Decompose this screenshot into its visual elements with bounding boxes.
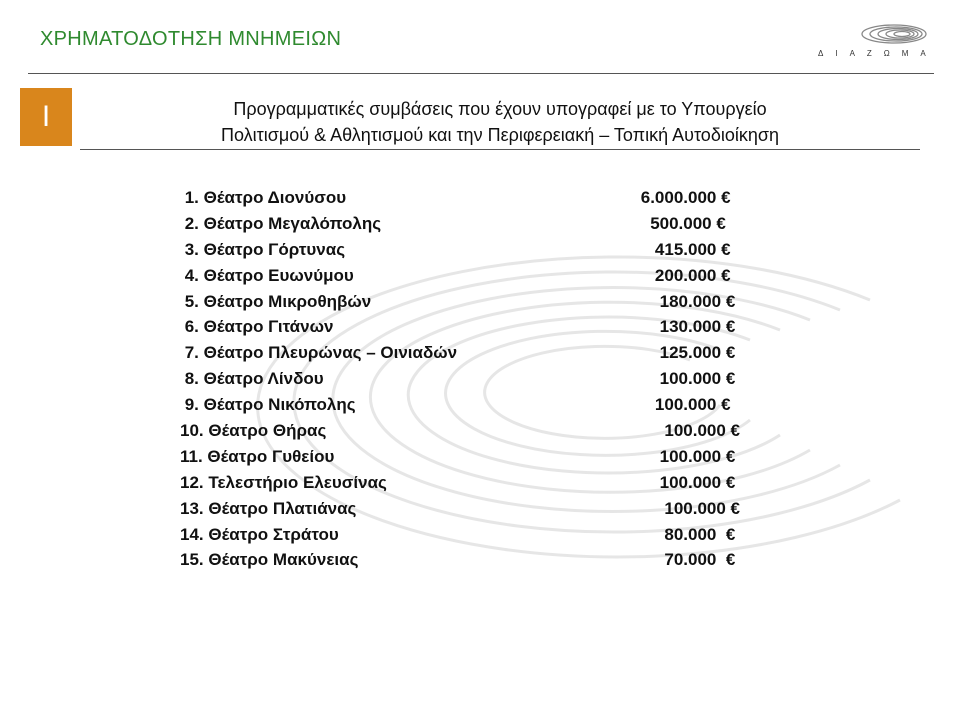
- list-item: [180, 522, 740, 548]
- theatre-name: 9. Θέατρο Νικόπολης: [180, 395, 356, 415]
- section-subtitle: [80, 96, 920, 148]
- theatre-name: 4. Θέατρο Ευωνύμου: [180, 265, 354, 285]
- funding-amount: 100.000 €: [654, 395, 740, 415]
- list-item: [180, 496, 740, 522]
- list-item: [180, 470, 740, 496]
- funding-amount: 415.000 €: [654, 239, 740, 259]
- logo-wordmark: ΔΙΑΖΩΜΑ: [818, 49, 938, 58]
- theatre-funding-list: [180, 185, 740, 573]
- list-item: [180, 366, 740, 392]
- funding-amount: 180.000 €: [659, 291, 740, 311]
- theatre-name: 8. Θέατρο Λίνδου: [180, 369, 324, 389]
- theatre-name: 10. Θέατρο Θήρας: [180, 421, 327, 441]
- theatre-name: 3. Θέατρο Γόρτυνας: [180, 239, 346, 259]
- theatre-name: 15. Θέατρο Μακύνειας: [180, 550, 359, 570]
- list-item: [180, 289, 740, 315]
- theatre-name: 7. Θέατρο Πλευρώνας – Οινιαδών: [180, 343, 458, 363]
- theatre-name: 13. Θέατρο Πλατιάνας: [180, 498, 357, 518]
- list-item: [180, 444, 740, 470]
- header-divider: [28, 73, 934, 74]
- theatre-name: 5. Θέατρο Μικροθηβών: [180, 291, 372, 311]
- list-item: [180, 185, 740, 211]
- funding-amount: 100.000 €: [664, 498, 740, 518]
- funding-amount: 70.000 €: [664, 550, 740, 570]
- funding-amount: 500.000 €: [650, 213, 740, 233]
- subtitle-line-1: Προγραμματικές συμβάσεις που έχουν υπογραφεί με το Υπουργείο: [233, 99, 767, 119]
- theatre-name: 1. Θέατρο Διονύσου: [180, 188, 347, 207]
- funding-amount: 100.000 €: [659, 369, 740, 389]
- funding-amount: 100.000 €: [664, 421, 740, 441]
- funding-amount: 125.000 €: [659, 343, 740, 363]
- funding-amount: 130.000 €: [659, 317, 740, 337]
- funding-amount: 200.000 €: [654, 265, 740, 285]
- theatre-name: 12. Τελεστήριο Ελευσίνας: [180, 472, 387, 492]
- list-item: [180, 340, 740, 366]
- section-badge: I: [20, 88, 72, 146]
- list-item: [180, 418, 740, 444]
- theatre-name: 11. Θέατρο Γυθείου: [180, 446, 335, 466]
- funding-amount: 6.000.000 €: [640, 188, 740, 207]
- page-title: ΧΡΗΜΑΤΟΔΟΤΗΣΗ ΜΝΗΜΕΙΩΝ: [40, 28, 342, 50]
- list-item: [180, 392, 740, 418]
- funding-amount: 100.000 €: [659, 446, 740, 466]
- subtitle-divider: [80, 149, 920, 150]
- theatre-name: 14. Θέατρο Στράτου: [180, 524, 339, 544]
- list-item: [180, 314, 740, 340]
- list-item: [180, 263, 740, 289]
- subtitle-line-2: Πολιτισμού & Αθλητισμού και την Περιφερειακή – Τοπική Αυτοδιοίκηση: [221, 125, 779, 145]
- list-item: [180, 547, 740, 573]
- funding-amount: 80.000 €: [664, 524, 740, 544]
- list-item: [180, 211, 740, 237]
- theatre-name: 6. Θέατρο Γιτάνων: [180, 317, 334, 337]
- funding-amount: 100.000 €: [659, 472, 740, 492]
- theatre-name: 2. Θέατρο Μεγαλόπολης: [180, 213, 382, 233]
- list-item: [180, 237, 740, 263]
